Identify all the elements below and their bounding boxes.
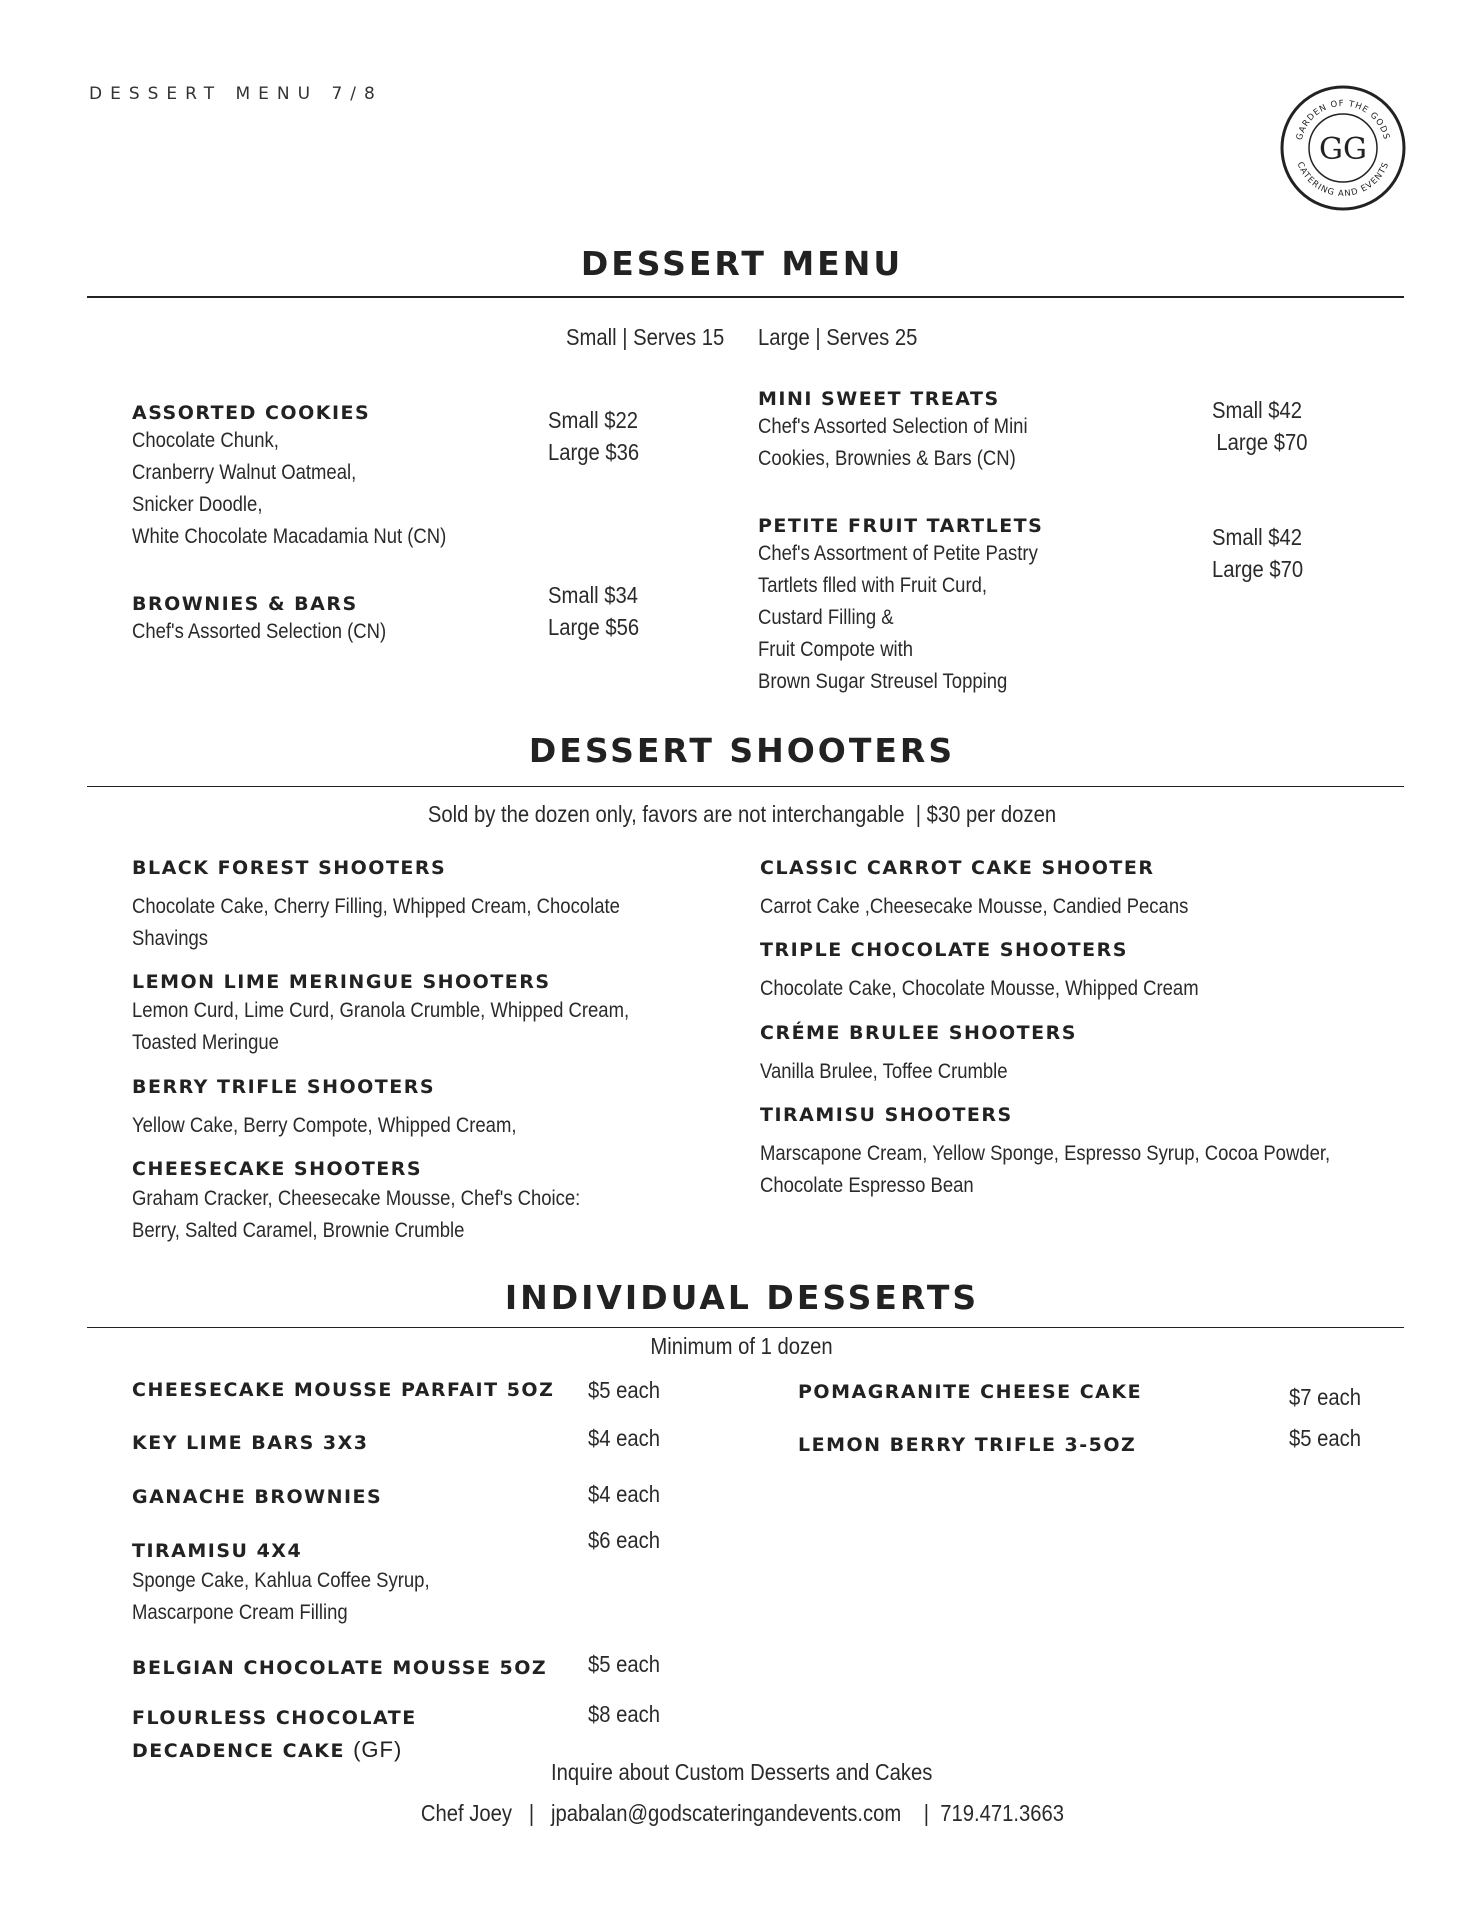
divider bbox=[87, 786, 1404, 787]
item-price-assorted-cookies: Small $22 Large $36 bbox=[548, 407, 640, 465]
item-title-lemon-lime-meringue: LEMON LIME MERINGUE SHOOTERS bbox=[132, 971, 551, 993]
item-title-cheesecake-parfait: CHEESECAKE MOUSSE PARFAIT 5OZ bbox=[132, 1379, 555, 1401]
item-title-triple-chocolate: TRIPLE CHOCOLATE SHOOTERS bbox=[760, 939, 1128, 961]
item-title-flourless-cake: FLOURLESS CHOCOLATE bbox=[132, 1707, 417, 1729]
item-desc-petite-fruit-tartlets: Chef's Assortment of Petite Pastry Tartlets flled with Fruit Curd, Custard Filling & Fruit Compote with Brown Sugar Streusel Topping bbox=[758, 542, 1038, 693]
item-desc-berry-trifle: Yellow Cake, Berry Compote, Whipped Cream, bbox=[132, 1114, 517, 1137]
item-title-tiramisu-4x4: TIRAMISU 4X4 bbox=[132, 1540, 303, 1562]
item-desc-assorted-cookies: Chocolate Chunk, Cranberry Walnut Oatmeal, Snicker Doodle, White Chocolate Macadamia Nut (CN) bbox=[132, 429, 447, 548]
minimum-note: Minimum of 1 dozen bbox=[650, 1333, 834, 1359]
logo-monogram: GG bbox=[1319, 132, 1367, 167]
item-price-belgian-mousse: $5 each bbox=[588, 1651, 661, 1677]
item-title-carrot-cake: CLASSIC CARROT CAKE SHOOTER bbox=[760, 857, 1155, 879]
item-desc-creme-brulee: Vanilla Brulee, Toffee Crumble bbox=[760, 1060, 1008, 1083]
item-price-ganache-brownies: $4 each bbox=[588, 1481, 661, 1507]
item-price-cheesecake-parfait: $5 each bbox=[588, 1377, 661, 1403]
item-desc-mini-sweet-treats: Chef's Assorted Selection of Mini Cookies, Brownies & Bars (CN) bbox=[758, 415, 1028, 470]
gf-suffix: (GF) bbox=[353, 1737, 403, 1762]
item-title-mini-sweet-treats: MINI SWEET TREATS bbox=[758, 388, 1000, 410]
page-header-label: DESSERT MENU 7/8 bbox=[89, 84, 383, 104]
item-title-cheesecake-shooters: CHEESECAKE SHOOTERS bbox=[132, 1158, 423, 1180]
item-price-flourless-cake: $8 each bbox=[588, 1701, 661, 1727]
item-desc-tiramisu-4x4: Sponge Cake, Kahlua Coffee Syrup, Mascarpone Cream Filling bbox=[132, 1569, 430, 1624]
item-title-brownies-bars: BROWNIES & BARS bbox=[132, 593, 358, 615]
item-desc-cheesecake-shooters: Graham Cracker, Cheesecake Mousse, Chef's Choice: Berry, Salted Caramel, Brownie Crumble bbox=[132, 1187, 581, 1242]
item-desc-brownies-bars: Chef's Assorted Selection (CN) bbox=[132, 620, 387, 643]
divider bbox=[87, 1327, 1404, 1328]
logo-ring-top: GARDEN OF THE GODS bbox=[1294, 98, 1392, 142]
shooters-note: Sold by the dozen only, favors are not interchangable | $30 per dozen bbox=[427, 801, 1057, 827]
item-title-creme-brulee: CRÉME BRULEE SHOOTERS bbox=[760, 1022, 1077, 1044]
item-price-mini-sweet-treats: Small $42 Large $70 bbox=[1212, 397, 1308, 455]
item-desc-black-forest: Chocolate Cake, Cherry Filling, Whipped Cream, Chocolate Shavings bbox=[132, 895, 620, 950]
item-title-petite-fruit-tartlets: PETITE FRUIT TARTLETS bbox=[758, 515, 1044, 537]
section-title-dessert-menu: DESSERT MENU bbox=[580, 244, 904, 283]
item-price-brownies-bars: Small $34 Large $56 bbox=[548, 582, 640, 640]
item-price-pomagranite-cheesecake: $7 each bbox=[1289, 1384, 1362, 1410]
item-desc-tiramisu-shooters: Marscapone Cream, Yellow Sponge, Espresso Syrup, Cocoa Powder, Chocolate Espresso Bean bbox=[760, 1142, 1331, 1197]
item-title-flourless-cake-line2: DECADENCE CAKE (GF) bbox=[132, 1737, 403, 1762]
item-title-berry-trifle: BERRY TRIFLE SHOOTERS bbox=[132, 1076, 436, 1098]
item-title-tiramisu-shooters: TIRAMISU SHOOTERS bbox=[760, 1104, 1013, 1126]
size-legend: Small | Serves 15 Large | Serves 25 bbox=[566, 324, 918, 350]
logo-ring-bottom: CATERING AND EVENTS bbox=[1294, 160, 1392, 200]
section-title-dessert-shooters: DESSERT SHOOTERS bbox=[528, 731, 956, 770]
item-price-petite-fruit-tartlets: Small $42 Large $70 bbox=[1212, 524, 1304, 582]
item-title-black-forest: BLACK FOREST SHOOTERS bbox=[132, 857, 447, 879]
item-title-ganache-brownies: GANACHE BROWNIES bbox=[132, 1486, 383, 1508]
item-title-pomagranite-cheesecake: POMAGRANITE CHEESE CAKE bbox=[798, 1381, 1143, 1403]
item-desc-triple-chocolate: Chocolate Cake, Chocolate Mousse, Whipped Cream bbox=[760, 977, 1199, 1000]
divider bbox=[87, 296, 1404, 298]
footer-inquire: Inquire about Custom Desserts and Cakes bbox=[551, 1759, 933, 1785]
item-price-key-lime-bars: $4 each bbox=[588, 1425, 661, 1451]
item-title-assorted-cookies: ASSORTED COOKIES bbox=[132, 402, 371, 424]
item-title-lemon-berry-trifle: LEMON BERRY TRIFLE 3-5OZ bbox=[798, 1434, 1137, 1456]
gg-logo bbox=[1279, 84, 1407, 212]
section-title-individual-desserts: INDIVIDUAL DESSERTS bbox=[504, 1278, 980, 1317]
item-price-lemon-berry-trifle: $5 each bbox=[1289, 1425, 1362, 1451]
item-title-belgian-mousse: BELGIAN CHOCOLATE MOUSSE 5OZ bbox=[132, 1657, 548, 1679]
item-title-key-lime-bars: KEY LIME BARS 3X3 bbox=[132, 1432, 369, 1454]
footer-contact: Chef Joey | jpabalan@godscateringandevents.com | 719.471.3663 bbox=[420, 1800, 1064, 1826]
item-desc-carrot-cake: Carrot Cake ,Cheesecake Mousse, Candied Pecans bbox=[760, 895, 1189, 918]
item-price-tiramisu-4x4: $6 each bbox=[588, 1527, 661, 1553]
item-desc-lemon-lime-meringue: Lemon Curd, Lime Curd, Granola Crumble, Whipped Cream, Toasted Meringue bbox=[132, 999, 630, 1054]
